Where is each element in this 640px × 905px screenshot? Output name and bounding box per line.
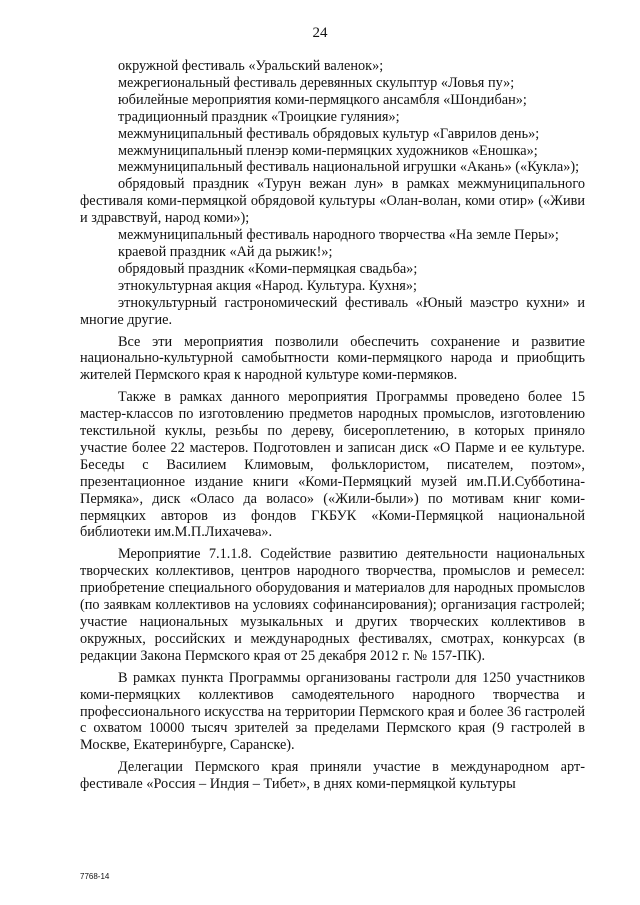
- paragraph: В рамках пункта Программы организованы гастроли для 1250 участников коми-пермяцких коллективов самодеятельного народного творчества и профессионального искусства на территории Пермского края и более 36 гастролей с охватом 10000 тысяч зрителей за пределами Пермского края (9 гастролей в Москве, Екатеринбурге, Саранске).: [80, 669, 585, 754]
- list-item: этнокультурная акция «Народ. Культура. Кухня»;: [118, 277, 417, 294]
- list-item: этнокультурный гастрономический фестиваль «Юный маэстро кухни» и многие другие.: [80, 294, 585, 328]
- list-item: традиционный праздник «Троицкие гуляния»;: [118, 108, 400, 125]
- document-code: 7768-14: [80, 872, 110, 881]
- list-item: межрегиональный фестиваль деревянных скульптур «Ловья пу»;: [118, 74, 515, 91]
- paragraph: Все эти мероприятия позволили обеспечить сохранение и развитие национально-культурной самобытности коми-пермяцкого народа и приобщить жителей Пермского края к народной культуре коми-пермяков.: [80, 333, 585, 384]
- page-number: 24: [312, 25, 328, 41]
- list-item: обрядовый праздник «Коми-пермяцкая свадьба»;: [118, 260, 418, 277]
- list-item: межмуниципальный фестиваль обрядовых культур «Гаврилов день»;: [118, 125, 540, 142]
- list-item: окружной фестиваль «Уральский валенок»;: [118, 58, 384, 74]
- list-item: межмуниципальный фестиваль национальной игрушки «Акань» («Кукла»);: [118, 159, 580, 176]
- list-item: обрядовый праздник «Турун вежан лун» в рамках межмуниципального фестиваля коми-пермяцкой обрядовой культуры «Олан-волан, коми отир» («Живи и здравствуй, народ коми»);: [80, 176, 585, 227]
- list-item: краевой праздник «Ай да рыжик!»;: [118, 243, 333, 260]
- list-item: межмуниципальный фестиваль народного творчества «На земле Перы»;: [118, 227, 559, 244]
- paragraph: Делегации Пермского края приняли участие в международном арт-фестивале «Россия – Индия – Тибет», в днях коми-пермяцкой культуры: [80, 759, 585, 793]
- document-body: [80, 58, 585, 793]
- list-item: юбилейные мероприятия коми-пермяцкого ансамбля «Шондибан»;: [118, 91, 527, 108]
- paragraph: Мероприятие 7.1.1.8. Содействие развитию деятельности национальных творческих коллективов, центров народного творчества, промыслов и ремесел: приобретение специального оборудования и материалов для народных промыслов (по заявкам коллективов на условиях софинансирования); организация гастролей; участие национальных музыкальных и других творческих коллективов в окружных, российских и международных фестивалях, смотрах, конкурсах (в редакции Закона Пермского края от 25 декабря 2012 г. № 157-ПК).: [80, 546, 585, 664]
- list-item: межмуниципальный пленэр коми-пермяцких художников «Еношка»;: [118, 142, 538, 159]
- paragraph: Также в рамках данного мероприятия Программы проведено более 15 мастер-классов по изготовлению предметов народных промыслов, изготовлению текстильной куклы, резьбы по дереву, бисероплетению, в которых приняло участие более 22 мастеров. Подготовлен и записан диск «О Парме и ее культуре. Беседы с Василием Климовым, фольклористом, писателем, поэтом», презентационное издание книги «Коми-Пермяцкий музей им.П.И.Субботина-Пермяка», диск «Оласо да воласо» («Жили-были») по мотивам книг коми-пермяцких авторов из фондов ГКБУК «Коми-Пермяцкой национальной библиотеки им.М.П.Лихачева».: [80, 389, 585, 541]
